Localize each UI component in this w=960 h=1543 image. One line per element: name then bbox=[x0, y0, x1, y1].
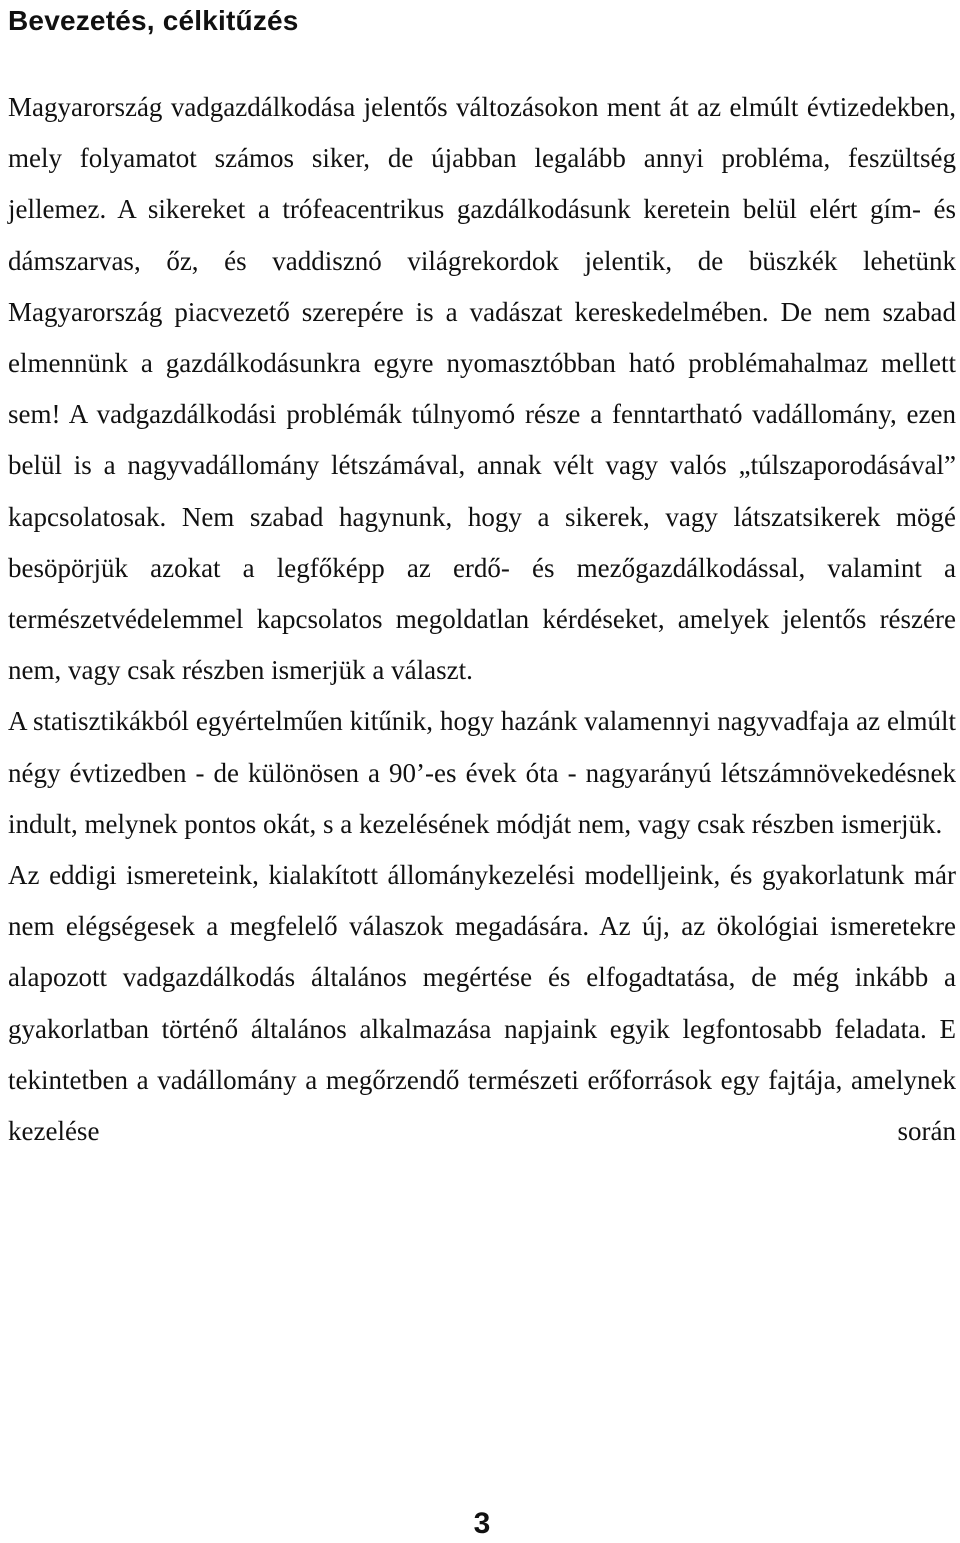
paragraph-knowledge: Az eddigi ismereteink, kialakított állománykezelési modelljeink, és gyakorlatunk már nem elégségesek a megfelelő válaszok megadására. Az új, az ökológiai ismeretekre alapozott vadgazdálkodás általános megértése és elfogadtatása, de még inkább a gyakorlatban történő általános alkalmazása napjaink egyik legfontosabb feladata. E tekintetben a vadállomány a megőrzendő természeti erőforrások egy fajtája, amelynek kezelése során bbox=[8, 860, 956, 1147]
paragraph-statistics: A statisztikákból egyértelműen kitűnik, hogy hazánk valamennyi nagyvadfaja az elmúlt négy évtizedben - de különösen a 90’-es évek óta - nagyarányú létszámnövekedésnek indult, melynek pontos okát, s a kezelésének módját nem, vagy csak részben ismerjük. bbox=[8, 706, 956, 839]
section-heading: Bevezetés, célkitűzés bbox=[8, 5, 299, 36]
body-text bbox=[8, 82, 956, 1157]
paragraph-intro: Magyarország vadgazdálkodása jelentős változásokon ment át az elmúlt évtizedekben, mely folyamatot számos siker, de újabban legalább annyi probléma, feszültség jellemez. A sikereket a trófeacentrikus gazdálkodásunk keretein belül elért gím- és dámszarvas, őz, és vaddisznó világrekordok jelentik, de büszkék lehetünk Magyarország piacvezető szerepére is a vadászat kereskedelmében. De nem szabad elmennünk a gazdálkodásunkra egyre nyomasztóbban ható problémahalmaz mellett sem! A vadgazdálkodási problémák túlnyomó része a fenntartható vadállomány, ezen belül is a nagyvadállomány létszámával, annak vélt vagy valós „túlszaporodásával” kapcsolatosak. Nem szabad hagynunk, hogy a sikerek, vagy látszatsikerek mögé besöpörjük azokat a legfőképp az erdő- és mezőgazdálkodással, valamint a természetvédelemmel kapcsolatos megoldatlan kérdéseket, amelyek jelentős részére nem, vagy csak részben ismerjük a választ. bbox=[8, 92, 956, 686]
page-number: 3 bbox=[473, 1507, 491, 1540]
